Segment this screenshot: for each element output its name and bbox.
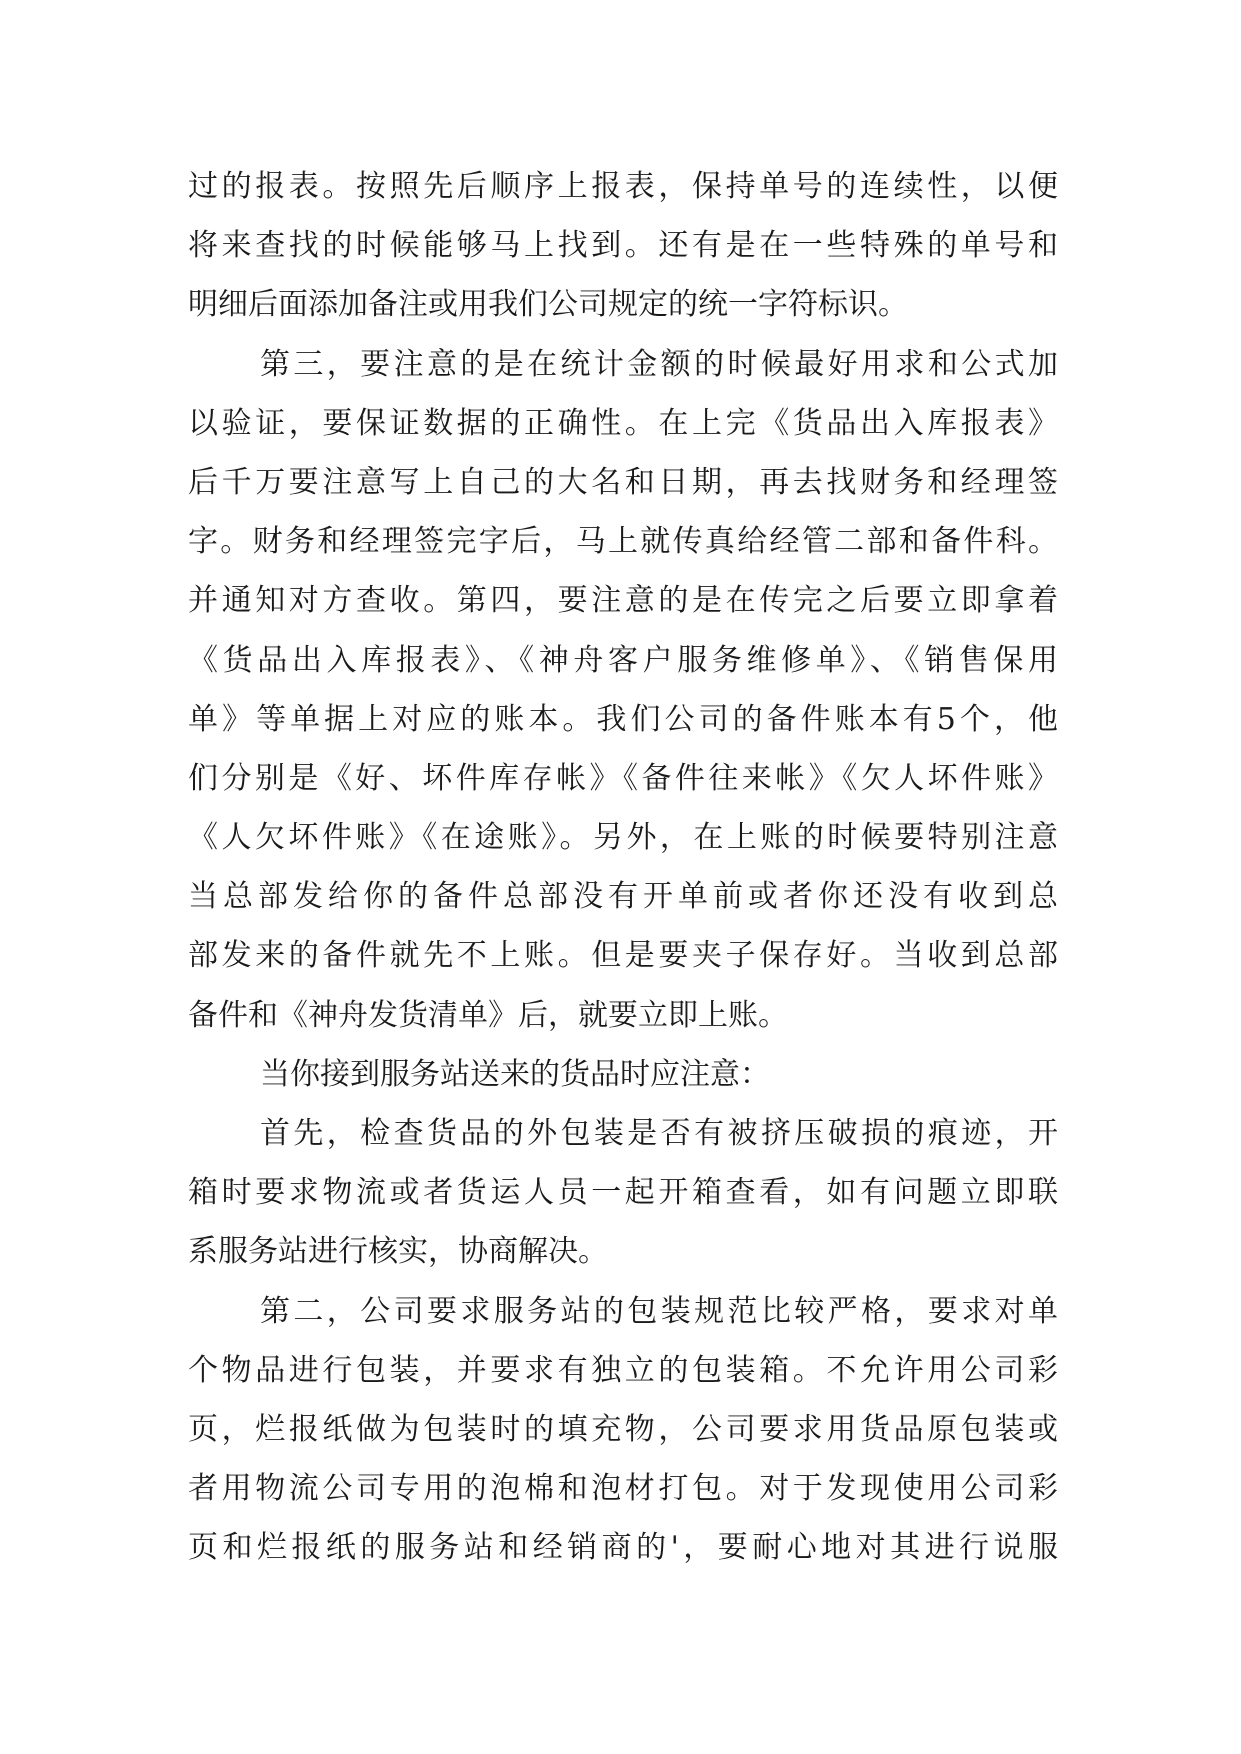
text-line: 将来查找的时候能够马上找到。还有是在一些特殊的单号和 [188, 228, 1058, 264]
text-line: 箱时要求物流或者货运人员一起开箱查看，如有问题立即联 [188, 1175, 1058, 1211]
text-line: 过的报表。按照先后顺序上报表，保持单号的连续性，以便 [188, 169, 1058, 204]
text-line: 首先，检查货品的外包装是否有被挤压破损的痕迹，开 [260, 1116, 1058, 1151]
text-line: 第二，公司要求服务站的包装规范比较严格，要求对单 [260, 1293, 1058, 1329]
text-line: 单》等单据上对应的账本。我们公司的备件账本有5个，他 [188, 701, 1058, 737]
text-line: 个物品进行包装，并要求有独立的包装箱。不允许用公司彩 [188, 1352, 1058, 1388]
text-line: 第三，要注意的是在统计金额的时候最好用求和公式加 [260, 346, 1058, 382]
text-line: 字。财务和经理签完字后，马上就传真给经管二部和备件科。 [188, 524, 1058, 560]
text-line: 《人欠坏件账》《在途账》。另外，在上账的时候要特别注意 [188, 820, 1058, 856]
text-line: 部发来的备件就先不上账。但是要夹子保存好。当收到总部 [188, 938, 1058, 974]
document-body [188, 157, 1058, 1578]
text-line: 系服务站进行核实，协商解决。 [188, 1234, 608, 1270]
text-line: 页和烂报纸的服务站和经销商的'，要耐心地对其进行说服 [188, 1530, 1058, 1566]
text-line: 当总部发给你的备件总部没有开单前或者你还没有收到总 [188, 879, 1058, 915]
text-line: 当你接到服务站送来的货品时应注意： [260, 1056, 770, 1092]
text-line: 并通知对方查收。第四，要注意的是在传完之后要立即拿着 [188, 583, 1058, 619]
text-line: 后千万要注意写上自己的大名和日期，再去找财务和经理签 [188, 464, 1058, 500]
text-line: 者用物流公司专用的泡棉和泡材打包。对于发现使用公司彩 [188, 1471, 1058, 1507]
text-line: 明细后面添加备注或用我们公司规定的统一字符标识。 [188, 287, 908, 323]
text-line: 《货品出入库报表》、《神舟客户服务维修单》、《销售保用 [188, 642, 1058, 678]
text-line: 以验证，要保证数据的正确性。在上完《货品出入库报表》 [188, 405, 1058, 441]
text-line: 备件和《神舟发货清单》后，就要立即上账。 [188, 997, 788, 1033]
text-line: 页，烂报纸做为包装时的填充物，公司要求用货品原包装或 [188, 1411, 1058, 1447]
text-line: 们分别是《好、坏件库存帐》《备件往来帐》《欠人坏件账》 [188, 760, 1058, 796]
